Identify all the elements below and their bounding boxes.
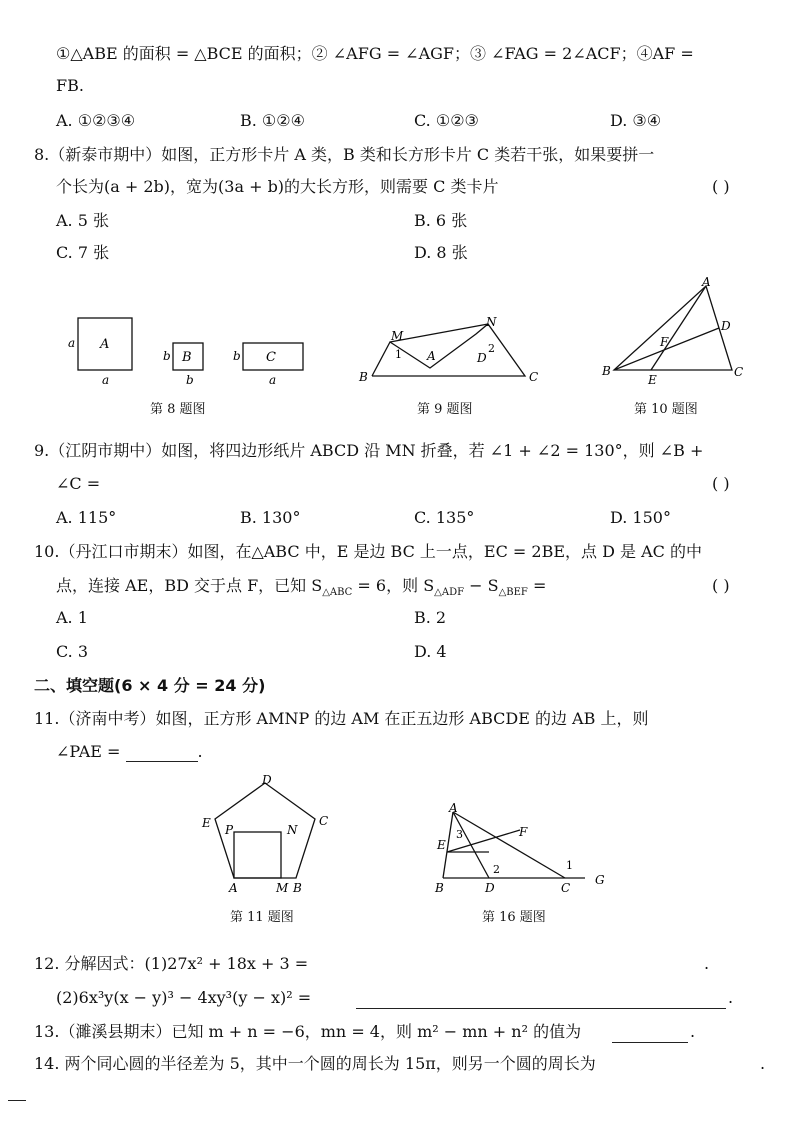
q11-line2-text: ∠PAE = (56, 742, 121, 761)
fig10-triangle (614, 286, 732, 370)
figure-11 (196, 772, 346, 896)
q10-mid1: = 6，则 S (352, 576, 435, 595)
fig11-label-d: D (262, 773, 272, 787)
figure-9-caption: 第 9 题图 (417, 402, 473, 417)
fig16-label-f: F (519, 825, 528, 839)
fig10-label-e: E (648, 373, 657, 387)
q12-line1: 12. 分解因式：(1)27x² + 18x + 3 = (34, 954, 309, 973)
q14-period: . (760, 1054, 766, 1073)
card-a-side: a (68, 336, 76, 350)
q7-option-d: D. ③④ (610, 111, 662, 130)
fig9-label-n: N (486, 315, 497, 329)
figure-8 (60, 310, 320, 390)
q13-answer-blank[interactable] (612, 1026, 688, 1043)
fig16-label-a: A (449, 801, 458, 815)
figure-9 (355, 314, 550, 390)
q9-option-c: C. 135° (414, 508, 475, 527)
q13-line: 13.（濉溪县期末）已知 m + n = −6，mn = 4，则 m² − mn + n² 的值为 (34, 1022, 582, 1041)
q11-answer-blank[interactable] (126, 745, 198, 762)
figure-11-caption: 第 11 题图 (230, 910, 294, 925)
q7-statement-line1: ①△ABE 的面积 = △BCE 的面积；② ∠AFG = ∠AGF；③ ∠FAG = 2∠ACF；④AF = (56, 44, 694, 63)
fig11-label-b: B (293, 881, 302, 895)
q11-line1: 11.（济南中考）如图，正方形 AMNP 的边 AM 在正五边形 ABCDE 的边 AB 上，则 (34, 709, 649, 728)
fig16-label-e: E (437, 838, 446, 852)
fig10-label-f: F (660, 335, 669, 349)
q12-part2-answer-blank[interactable] (356, 992, 726, 1009)
fig16-label-c: C (561, 881, 571, 895)
fig16-angle-3: 3 (456, 828, 463, 841)
fig9-label-m: M (391, 329, 404, 343)
q8-option-a: A. 5 张 (56, 211, 109, 230)
card-a-bottom: a (102, 373, 110, 387)
card-b (163, 343, 203, 387)
fig11-label-c: C (319, 814, 329, 828)
q10-sub-abc: △ABC (322, 587, 353, 599)
card-c (233, 343, 303, 387)
q7-option-b: B. ①②④ (240, 111, 305, 130)
fig11-square (234, 832, 281, 878)
q9-option-a: A. 115° (56, 508, 117, 527)
fig9-label-c: C (529, 370, 539, 384)
q9-option-d: D. 150° (610, 508, 671, 527)
q10-line2 (56, 576, 546, 603)
figure-16 (425, 796, 615, 896)
fig10-label-a: A (702, 275, 711, 289)
fig16-angle-1: 1 (566, 859, 573, 872)
fig16-angle-2: 2 (493, 863, 500, 876)
card-c-label: C (266, 350, 276, 365)
q11-line2 (56, 742, 203, 762)
q8-line1: 8.（新泰市期中）如图，正方形卡片 A 类，B 类和长方形卡片 C 类若干张，如果要拼一 (34, 145, 655, 164)
card-b-bottom: b (186, 373, 194, 387)
fig11-label-a: A (229, 881, 238, 895)
fig16-label-d: D (485, 881, 495, 895)
q7-option-a: A. ①②③④ (56, 111, 136, 130)
q10-sub-adf: △ADF (434, 587, 465, 599)
q7-option-c: C. ①②③ (414, 111, 479, 130)
fig9-angle-2: 2 (488, 342, 495, 355)
q9-option-b: B. 130° (240, 508, 301, 527)
q11-period: . (197, 742, 203, 761)
q10-mid2: − S (464, 576, 499, 595)
q8-option-c: C. 7 张 (56, 243, 110, 262)
q10-answer-paren: ( ) (712, 576, 730, 595)
figure-10-caption: 第 10 题图 (634, 402, 698, 417)
card-a (68, 318, 132, 387)
card-b-side: b (163, 349, 171, 363)
card-b-label: B (182, 350, 192, 365)
q9-line2: ∠C = (56, 474, 101, 493)
figure-10 (598, 274, 748, 390)
fig10-label-d: D (721, 319, 731, 333)
q12-period2: . (728, 988, 734, 1007)
q10-tail: = (527, 576, 547, 595)
q8-answer-paren: ( ) (712, 177, 730, 196)
q8-option-d: D. 8 张 (414, 243, 468, 262)
q10-option-d: D. 4 (414, 642, 447, 661)
fig9-angle-1: 1 (395, 348, 402, 361)
q13-period: . (690, 1022, 696, 1041)
q10-option-c: C. 3 (56, 642, 89, 661)
fig11-label-p: P (225, 823, 234, 837)
figure-8-caption: 第 8 题图 (150, 402, 206, 417)
q12-line2: (2)6x³y(x − y)³ − 4xy³(y − x)² = (56, 988, 312, 1007)
fig11-label-m: M (276, 881, 289, 895)
card-c-bottom: a (269, 373, 277, 387)
q10-line1: 10.（丹江口市期末）如图，在△ABC 中，E 是边 BC 上一点，EC = 2BE，点 D 是 AC 的中 (34, 542, 703, 561)
q10-option-a: A. 1 (56, 608, 88, 627)
fig11-label-n: N (287, 823, 298, 837)
fig9-label-d: D (477, 351, 487, 365)
fig16-label-b: B (435, 881, 444, 895)
fig9-label-b: B (359, 370, 368, 384)
fig9-label-a: A (427, 349, 436, 363)
q9-answer-paren: ( ) (712, 474, 730, 493)
q10-line2-text: 点，连接 AE，BD 交于点 F，已知 S (56, 576, 323, 595)
fig10-label-b: B (602, 364, 611, 378)
fig10-label-c: C (734, 365, 744, 379)
q10-option-b: B. 2 (414, 608, 447, 627)
q10-sub-bef: △BEF (498, 587, 528, 599)
fig9-fold-line (390, 324, 488, 342)
q9-line1: 9.（江阴市期中）如图，将四边形纸片 ABCD 沿 MN 折叠，若 ∠1 + ∠2 = 130°，则 ∠B + (34, 441, 704, 460)
q12-period1: . (704, 954, 710, 973)
fig16-label-g: G (595, 873, 605, 887)
q7-statement-line2: FB. (56, 76, 84, 95)
q14-line: 14. 两个同心圆的半径差为 5，其中一个圆的周长为 15π，则另一个圆的周长为 (34, 1054, 596, 1073)
card-c-side: b (233, 349, 241, 363)
q8-line2: 个长为(a + 2b)，宽为(3a + b)的大长方形，则需要 C 类卡片 (56, 177, 499, 196)
card-a-label: A (100, 337, 110, 352)
page-corner-rule (8, 1100, 26, 1101)
fig11-label-e: E (202, 816, 211, 830)
figure-16-caption: 第 16 题图 (482, 910, 546, 925)
section-2-title: 二、填空题(6 × 4 分 = 24 分) (34, 676, 266, 695)
q8-option-b: B. 6 张 (414, 211, 468, 230)
